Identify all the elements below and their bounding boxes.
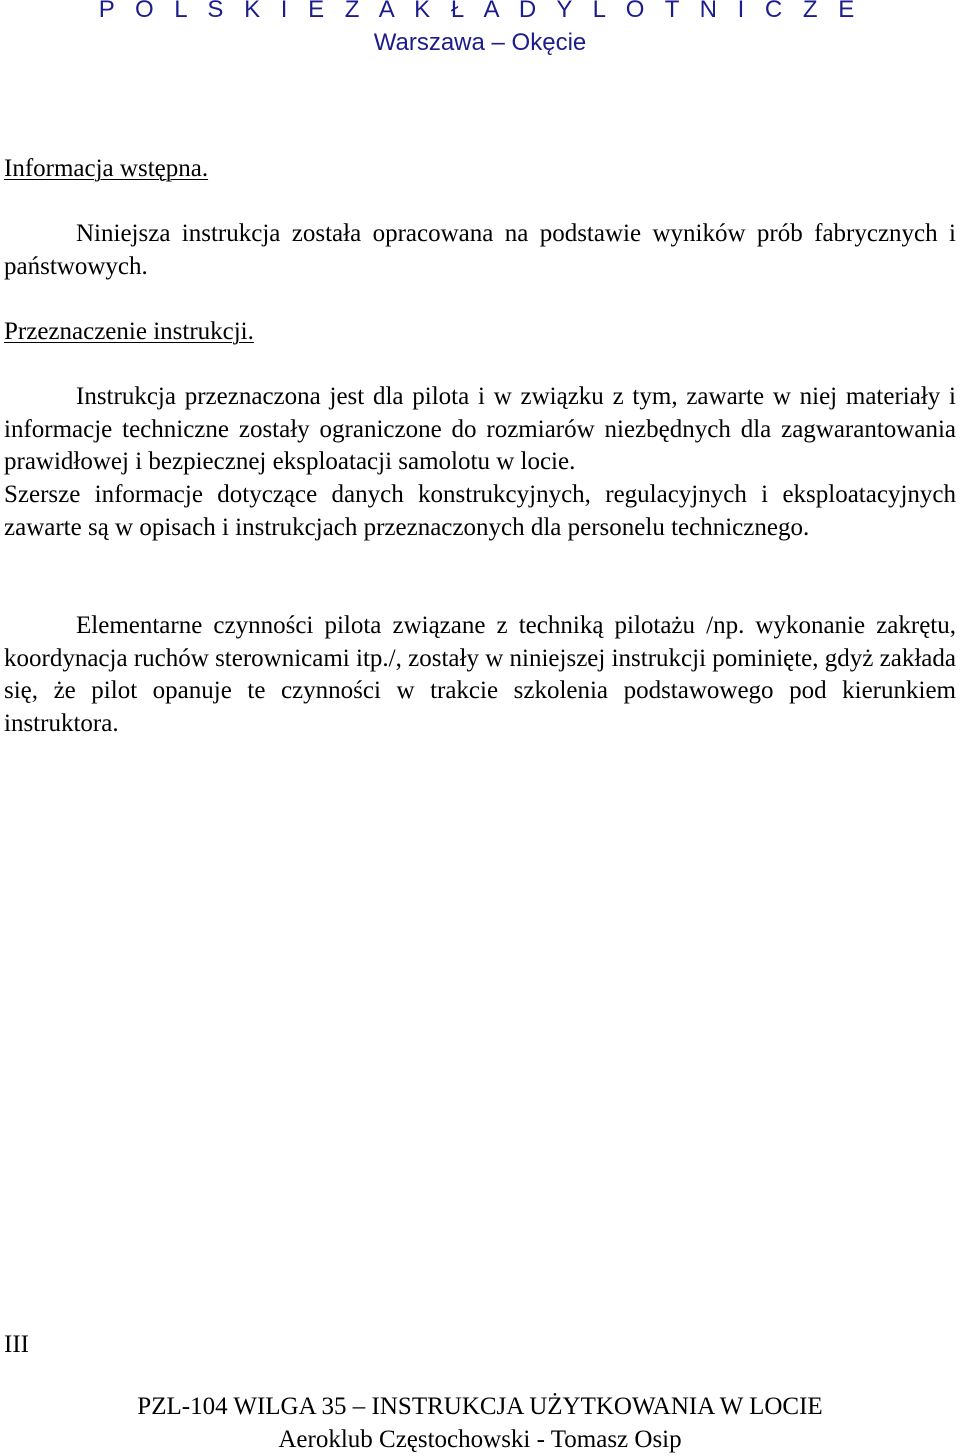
paragraph-intro: Niniejsza instrukcja została opracowana na podstawie wyników prób fabrycznych i państwowych.	[4, 220, 956, 280]
document-header-title: P O L S K I E Z A K Ł A D Y L O T N I C Z E	[98, 0, 862, 23]
paragraph-purpose-2: Elementarne czynności pilota związane z techniką pilotażu /np. wykonanie zakrętu, koordynacja ruchów sterownicami itp./, zostały w niniejszej instrukcji pominięte, gdyż zakłada się, że pilot opanuje te czynności w trakcie szkolenia podstawowego pod kierunkiem instruktora.	[4, 612, 956, 737]
page-number: III	[4, 1331, 29, 1358]
section-heading-purpose: Przeznaczenie instrukcji.	[4, 318, 254, 345]
section-heading-intro: Informacja wstępna.	[4, 155, 209, 182]
document-header-subtitle: Warszawa – Okęcie	[373, 29, 587, 56]
footer-author: Aeroklub Częstochowski - Tomasz Osip	[278, 1426, 682, 1453]
paragraph-purpose-1-continued: Szersze informacje dotyczące danych konstrukcyjnych, regulacyjnych i eksploatacyjnych zawarte są w opisach i instrukcjach przeznaczonych dla personelu technicznego.	[4, 481, 956, 541]
footer-document-title: PZL-104 WILGA 35 – INSTRUKCJA UŻYTKOWANIA W LOCIE	[137, 1393, 823, 1420]
paragraph-purpose-1: Instrukcja przeznaczona jest dla pilota i w związku z tym, zawarte w niej materiały i informacje techniczne zostały ograniczone do rozmiarów niezbędnych dla zagwarantowania prawidłowej i bezpiecznej eksploatacji samolotu w locie.	[4, 383, 956, 476]
